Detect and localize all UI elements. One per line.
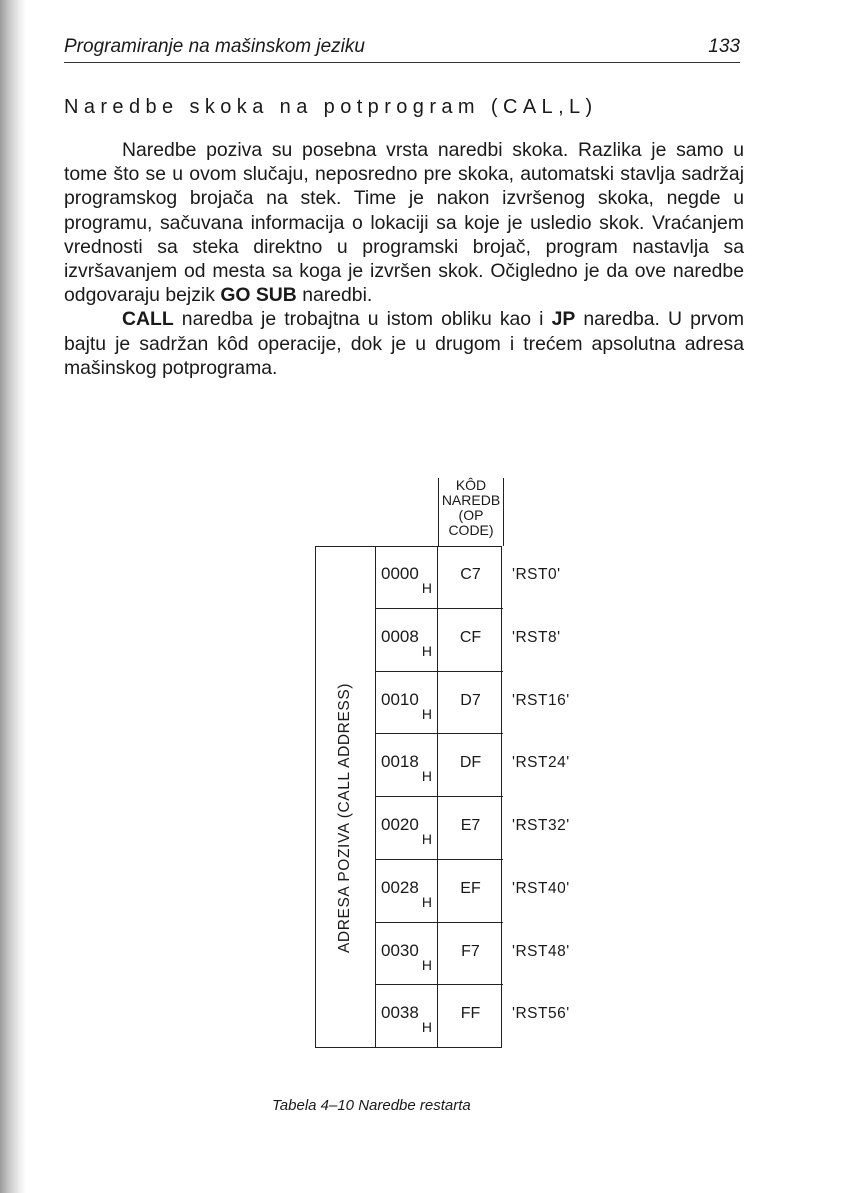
address-cell — [376, 985, 438, 1048]
opcode-cell: FF — [460, 1005, 481, 1023]
address-cell — [376, 672, 438, 735]
side-label-text: ADRESA POZIVA (CALL ADDRESS) — [336, 682, 353, 954]
table-row — [376, 609, 503, 672]
paragraph-2 — [64, 307, 744, 380]
table-row — [376, 860, 503, 923]
hex-suffix: H — [421, 580, 432, 596]
opcode-cell: C7 — [438, 546, 503, 609]
opcode-column-header — [438, 478, 504, 546]
header-line: CODE) — [448, 522, 494, 538]
hex-suffix: H — [421, 956, 432, 973]
call-keyword: CALL — [122, 308, 174, 331]
book-title: Programiranje na mašinskom jeziku — [64, 36, 365, 57]
mnemonic-label: 'RST56' — [512, 1005, 570, 1023]
opcode-cell: F7 — [438, 923, 503, 986]
address-value: 0010 — [381, 689, 419, 709]
call-address-label — [315, 546, 375, 1048]
gosub-keyword: GO SUB — [220, 284, 297, 307]
address-value: 0038 — [381, 1003, 419, 1023]
address-cell — [376, 860, 438, 923]
paragraph-2-text-b: naredba. U prvom bajtu je sadržan kôd operacije, dok je u drugom i trećem apsolutna adresa mašinskog potprograma. — [64, 308, 744, 379]
header-line: NAREDB — [441, 492, 501, 508]
table-row — [376, 672, 503, 735]
hex-suffix: H — [421, 1019, 432, 1036]
body-text — [64, 138, 744, 380]
address-value: 0030 — [381, 940, 419, 960]
restart-table — [315, 478, 605, 1048]
jp-keyword: JP — [551, 308, 576, 331]
address-value: 0018 — [381, 752, 419, 772]
hex-suffix: H — [421, 705, 432, 722]
paragraph-2-text-a: naredba je trobajtna u istom obliku kao i — [173, 308, 552, 331]
paragraph-1-text: Naredbe poziva su posebna vrsta naredbi skoka. Razlika je samo u tome što se u ovom slučaju, neposredno pre skoka, automatski stavlja sadržaj programskog brojača na stek. Time je nakon izvršenog skoka, negde u programu, sačuvana informacija o lokaciji sa koje je usledio skok. Vraćanjem vrednosti sa steka direktno u programski brojač, program nastavlja sa izvršavanjem od mesta sa koga je izvršen skok. Očigledno je da ove naredbe odgovaraju bejzik — [64, 139, 744, 307]
page-number: 133 — [708, 36, 740, 57]
hex-suffix: H — [421, 831, 432, 847]
hex-suffix: H — [421, 642, 432, 659]
header-line: (OP — [458, 507, 484, 523]
mnemonic-label: 'RST48' — [512, 942, 570, 960]
page-binding-edge — [0, 0, 26, 1193]
header-line: KÔD — [455, 477, 487, 493]
mnemonic-label: 'RST40' — [512, 879, 570, 897]
section-heading: Naredbe skoka na potprogram (CAL,L) — [64, 96, 598, 118]
mnemonic-label: 'RST32' — [512, 817, 570, 834]
address-cell — [376, 609, 438, 672]
paragraph-1 — [64, 138, 744, 307]
opcode-cell: E7 — [438, 797, 503, 860]
mnemonic-label: 'RST24' — [512, 754, 570, 772]
address-value: 0020 — [381, 815, 419, 834]
opcode-cell: EF — [438, 860, 503, 923]
address-cell — [376, 546, 438, 609]
opcode-cell: D7 — [438, 672, 503, 735]
mnemonic-label: 'RST0' — [512, 566, 561, 583]
table-body — [375, 546, 502, 1048]
table-caption: Tabela 4–10 Naredbe restarta — [272, 1097, 471, 1114]
table-row — [376, 546, 503, 609]
address-value: 0000 — [381, 564, 419, 583]
address-cell — [376, 923, 438, 986]
address-cell — [376, 734, 438, 797]
hex-suffix: H — [421, 768, 432, 785]
hex-suffix: H — [421, 893, 432, 910]
table-row — [376, 923, 503, 986]
table-row — [376, 797, 503, 860]
mnemonic-label: 'RST8' — [512, 628, 561, 646]
running-head — [64, 36, 740, 63]
paragraph-1-end: naredbi. — [296, 284, 373, 307]
address-value: 0028 — [381, 877, 419, 897]
opcode-cell: CF — [438, 609, 503, 672]
opcode-cell: DF — [438, 734, 503, 797]
address-cell — [376, 797, 438, 860]
address-value: 0008 — [381, 626, 419, 646]
table-row — [376, 734, 503, 797]
mnemonic-label: 'RST16' — [512, 691, 570, 709]
table-row — [376, 985, 503, 1048]
